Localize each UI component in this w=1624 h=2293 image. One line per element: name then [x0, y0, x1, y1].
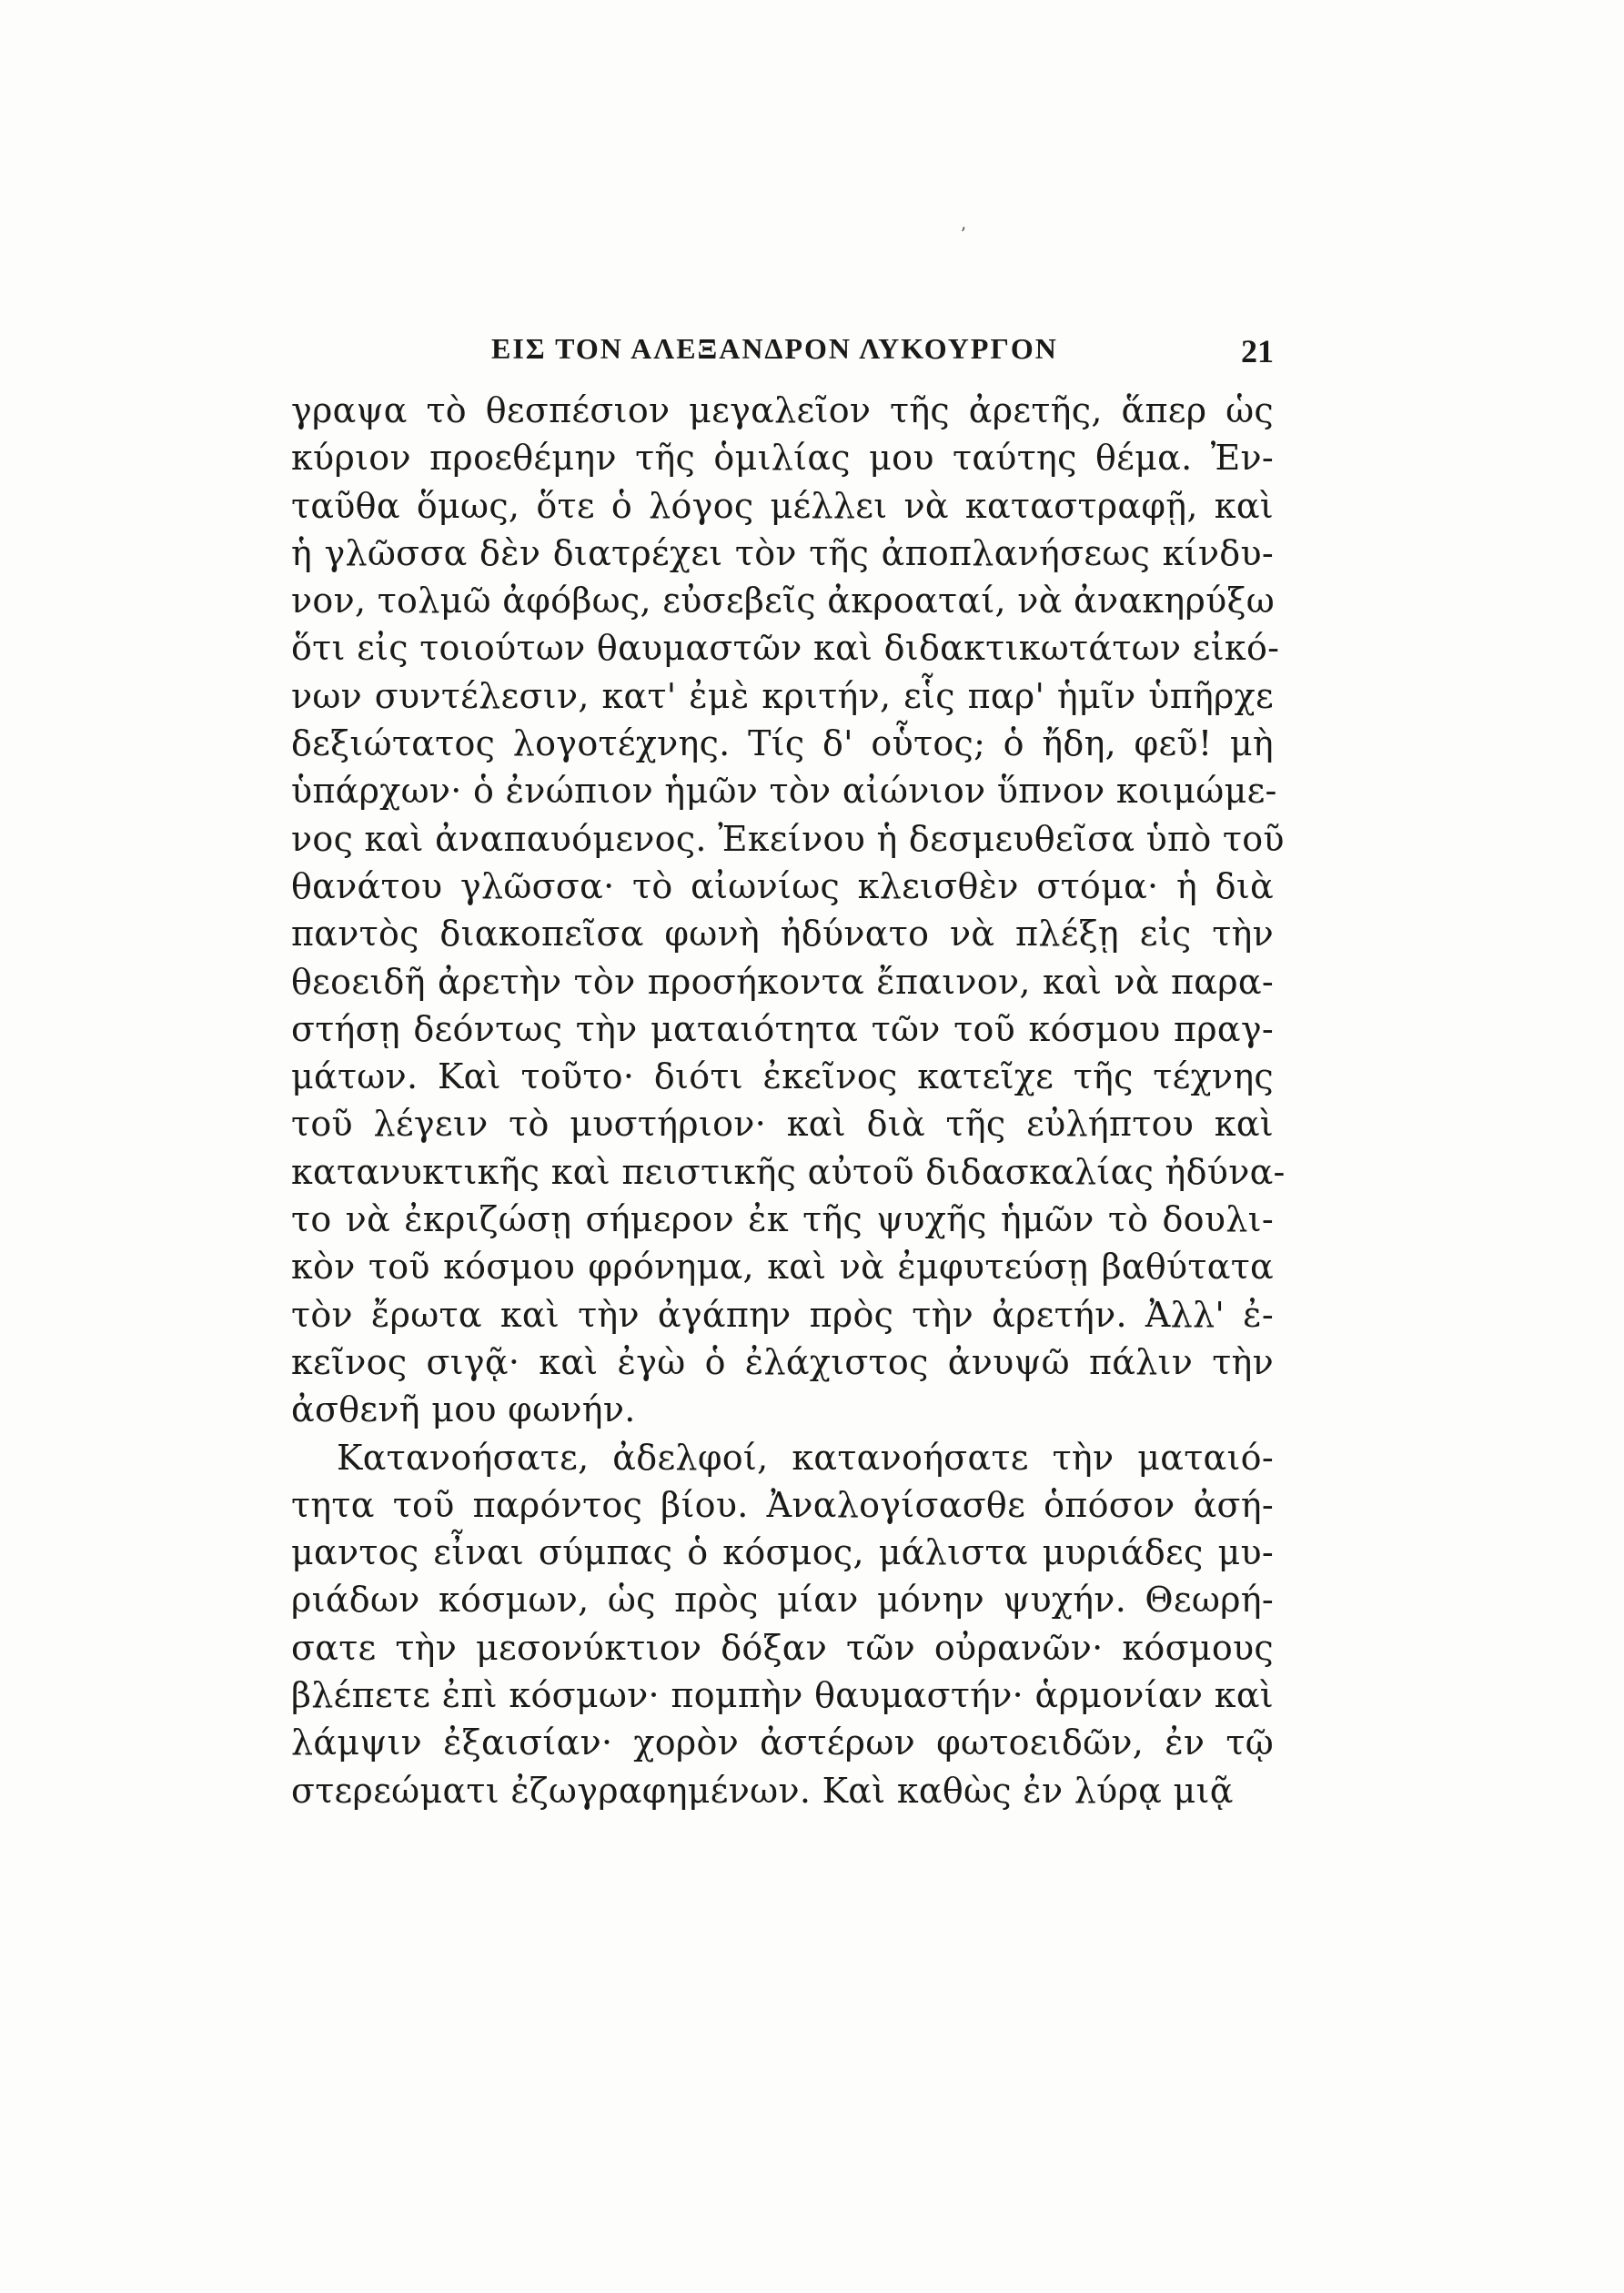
body-text — [291, 387, 1286, 1814]
stray-ink-mark: ʼ — [960, 223, 966, 245]
paragraph — [291, 387, 1286, 1434]
text-line: ἀσθενῆ μου φωνήν. — [291, 1389, 636, 1430]
text-line: λάμψιν ἐξαισίαν· χορὸν ἀστέρων φωτοειδῶν, ἐν τῷ — [291, 1722, 1274, 1763]
page-number: 21 — [1241, 333, 1274, 369]
text-line: νον, τολμῶ ἀφόβως, εὐσεβεῖς ἀκροαταί, νὰ ἀνακηρύξω — [291, 581, 1276, 621]
page-header — [291, 332, 1274, 378]
text-line: στερεώματι ἐζωγραφημένων. Καὶ καθὼς ἐν λύρᾳ μιᾷ — [291, 1770, 1234, 1811]
text-line: ὅτι εἰς τοιούτων θαυμαστῶν καὶ διδακτικωτάτων εἰκό- — [291, 628, 1280, 669]
text-line: γραψα τὸ θεσπέσιον μεγαλεῖον τῆς ἀρετῆς, ἅπερ ὡς — [291, 390, 1274, 430]
text-line: μαντος εἶναι σύμπας ὁ κόσμος, μάλιστα μυριάδες μυ- — [291, 1532, 1274, 1573]
paragraph — [291, 1434, 1274, 1814]
text-line: θανάτου γλῶσσα· τὸ αἰωνίως κλεισθὲν στόμα· ἡ διὰ — [291, 865, 1274, 906]
text-line: σατε τὴν μεσονύκτιον δόξαν τῶν οὐρανῶν· κόσμους — [291, 1627, 1274, 1668]
text-line: τὸν ἔρωτα καὶ τὴν ἀγάπην πρὸς τὴν ἀρετήν. Ἀλλ' ἐ- — [291, 1294, 1274, 1335]
text-line: κατανυκτικῆς καὶ πειστικῆς αὐτοῦ διδασκαλίας ἠδύνα- — [291, 1151, 1286, 1192]
text-line: ἡ γλῶσσα δὲν διατρέχει τὸν τῆς ἀποπλανήσεως κίνδυ- — [291, 532, 1274, 573]
text-line: Κατανοήσατε, ἀδελφοί, κατανοήσατε τὴν ματαιό- — [337, 1437, 1274, 1478]
text-line: κὸν τοῦ κόσμου φρόνημα, καὶ νὰ ἐμφυτεύσῃ βαθύτατα — [291, 1247, 1274, 1288]
text-line: το νὰ ἐκριζώσῃ σήμερον ἐκ τῆς ψυχῆς ἡμῶν τὸ δουλι- — [291, 1199, 1274, 1240]
text-line: μάτων. Καὶ τοῦτο· διότι ἐκεῖνος κατεῖχε τῆς τέχνης — [291, 1056, 1274, 1097]
text-line: θεοειδῆ ἀρετὴν τὸν προσήκοντα ἔπαινον, καὶ νὰ παρα- — [291, 961, 1274, 1002]
text-line: στήσῃ δεόντως τὴν ματαιότητα τῶν τοῦ κόσμου πραγ- — [291, 1008, 1274, 1049]
text-line: ταῦθα ὅμως, ὅτε ὁ λόγος μέλλει νὰ καταστραφῇ, καὶ — [291, 485, 1274, 526]
text-line: κύριον προεθέμην τῆς ὁμιλίας μου ταύτης θέμα. Ἐν- — [291, 438, 1274, 479]
text-line: νος καὶ ἀναπαυόμενος. Ἐκείνου ἡ δεσμευθεῖσα ὑπὸ τοῦ — [291, 818, 1285, 859]
text-line: τοῦ λέγειν τὸ μυστήριον· καὶ διὰ τῆς εὐλήπτου καὶ — [291, 1104, 1274, 1145]
text-line: ριάδων κόσμων, ὡς πρὸς μίαν μόνην ψυχήν. Θεωρή- — [291, 1580, 1274, 1621]
running-head: ΕΙΣ ΤΟΝ ΑΛΕΞΑΝΔΡΟΝ ΛΥΚΟΥΡΓΟΝ — [491, 332, 1058, 365]
text-line: νων συντέλεσιν, κατ' ἐμὲ κριτήν, εἷς παρ' ἡμῖν ὑπῆρχε — [291, 675, 1274, 716]
text-line: τητα τοῦ παρόντος βίου. Ἀναλογίσασθε ὁπόσον ἀσή- — [291, 1484, 1274, 1525]
text-line: δεξιώτατος λογοτέχνης. Τίς δ' οὗτος; ὁ ἤδη, φεῦ! μὴ — [291, 723, 1274, 764]
text-line: ὑπάρχων· ὁ ἐνώπιον ἡμῶν τὸν αἰώνιον ὕπνον κοιμώμε- — [291, 771, 1277, 812]
text-line: βλέπετε ἐπὶ κόσμων· πομπὴν θαυμαστήν· ἁρμονίαν καὶ — [291, 1675, 1274, 1716]
text-line: παντὸς διακοπεῖσα φωνὴ ἠδύνατο νὰ πλέξῃ εἰς τὴν — [291, 914, 1274, 955]
text-line: κεῖνος σιγᾷ· καὶ ἐγὼ ὁ ἐλάχιστος ἀνυψῶ πάλιν τὴν — [291, 1341, 1274, 1382]
